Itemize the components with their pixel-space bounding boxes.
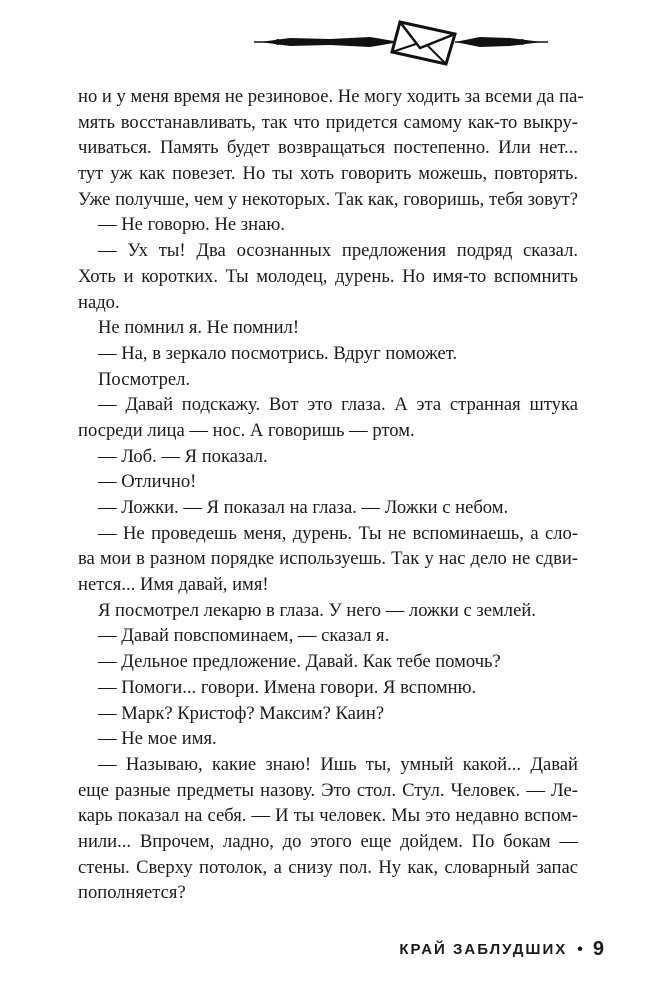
text-line: но и у меня время не резиновое. Не могу ходить за всеми да па- bbox=[78, 86, 584, 107]
text-line: мять восстанавливать, так что придется самому как-то выкру- bbox=[78, 111, 578, 133]
text-line: стены. Сверху потолок, а снизу пол. Ну как, словарный запас bbox=[78, 856, 578, 878]
text-line: — Лоб. — Я показал. bbox=[98, 445, 268, 467]
page-number: 9 bbox=[592, 938, 604, 960]
quill-right-icon bbox=[455, 37, 548, 47]
text-line: посреди лица — нос. А говоришь — ртом. bbox=[78, 419, 415, 441]
text-line: тут уж как повезет. Но ты хоть говорить можешь, повторять. bbox=[78, 163, 578, 185]
text-line: — Ух ты! Два осознанных предложения подряд сказал. bbox=[98, 240, 578, 262]
text-line: — Отлично! bbox=[98, 471, 197, 493]
text-line: чиваться. Память будет возвращаться постепенно. Или нет... bbox=[78, 137, 578, 159]
text-line: — На, в зеркало посмотрись. Вдруг поможет. bbox=[98, 342, 458, 364]
separator-bullet: • bbox=[577, 940, 583, 958]
text-line: еще разные предметы назову. Это стол. Стул. Человек. — Ле- bbox=[78, 779, 578, 801]
text-line: — Называю, какие знаю! Ишь ты, умный какой... Давай bbox=[98, 753, 578, 775]
text-line: ва мои в разном порядке используешь. Так у нас дело не сдви- bbox=[78, 548, 578, 570]
quill-left-icon bbox=[254, 37, 400, 47]
text-line: Посмотрел. bbox=[98, 368, 191, 390]
text-line: нили... Впрочем, ладно, до этого еще дойдем. По бокам — bbox=[78, 830, 578, 852]
text-line: пополняется? bbox=[78, 882, 186, 904]
text-line: Хоть и коротких. Ты молодец, дурень. Но имя-то вспомнить bbox=[78, 265, 578, 287]
text-line: — Давай повспоминаем, — сказал я. bbox=[98, 625, 390, 647]
text-line: — Давай подскажу. Вот это глаза. А эта странная штука bbox=[98, 394, 578, 416]
text-line: — Не проведешь меня, дурень. Ты не вспоминаешь, а сло- bbox=[98, 522, 578, 544]
page-body-text bbox=[78, 84, 584, 906]
text-line: — Дельное предложение. Давай. Как тебе помочь? bbox=[98, 651, 501, 673]
text-line: — Помоги... говори. Имена говори. Я вспомню. bbox=[98, 676, 477, 698]
text-line: надо. bbox=[78, 291, 120, 313]
text-line: карь показал на себя. — И ты человек. Мы это недавно вспом- bbox=[78, 805, 578, 827]
text-line: Уже получше, чем у некоторых. Так как, говоришь, тебя зовут? bbox=[78, 188, 578, 210]
text-line: — Марк? Кристоф? Максим? Каин? bbox=[98, 702, 385, 724]
text-line: — Не мое имя. bbox=[98, 728, 217, 750]
book-title: КРАЙ ЗАБЛУДШИХ bbox=[399, 941, 568, 958]
envelope-icon bbox=[392, 22, 455, 64]
page-footer bbox=[399, 938, 604, 961]
text-line: — Ложки. — Я показал на глаза. — Ложки с небом. bbox=[98, 497, 509, 518]
header-ornament bbox=[250, 10, 550, 70]
text-line: — Не говорю. Не знаю. bbox=[98, 214, 285, 236]
text-line: Я посмотрел лекарю в глаза. У него — ложки с землей. bbox=[98, 599, 536, 621]
text-line: Не помнил я. Не помнил! bbox=[98, 317, 300, 339]
text-line: нется... Имя давай, имя! bbox=[78, 574, 269, 596]
